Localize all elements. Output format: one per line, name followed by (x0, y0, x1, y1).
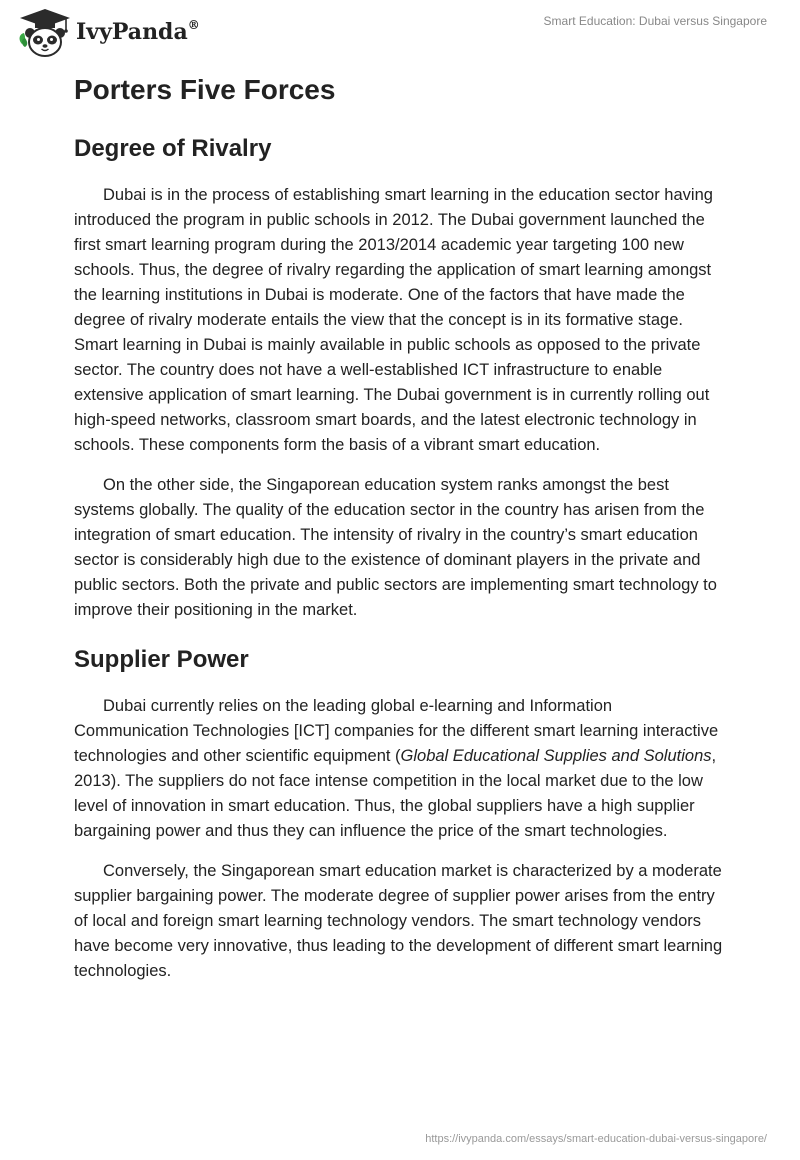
source-url[interactable]: https://ivypanda.com/essays/smart-education-dubai-versus-singapore/ (425, 1133, 767, 1145)
brand-logo[interactable] (16, 8, 200, 58)
section-heading-rivalry: Degree of Rivalry (74, 135, 272, 162)
document-title: Smart Education: Dubai versus Singapore (543, 14, 767, 28)
paragraph: Conversely, the Singaporean smart education market is characterized by a moderate supplier bargaining power. The moderate degree of supplier power arises from the entry of local and foreign smart learning technology vendors. The smart technology vendors have become very innovative, thus leading to the development of different smart learning technologies. (74, 862, 723, 980)
paragraph (74, 694, 728, 844)
paragraph-text: Dubai currently relies on the leading global e-learning and Information Communication Technologies [ICT] companies for the different smart learning interactive technologies and other scientific equipment ( (74, 697, 719, 765)
brand-name (76, 19, 200, 45)
page-header (0, 0, 800, 60)
article-body (74, 70, 728, 984)
paragraph: On the other side, the Singaporean education system ranks amongst the best systems globally. The quality of the education sector in the country has arisen from the integration of smart education. The intensity of rivalry in the country’s smart education sector is considerably high due to the existence of dominant players in the private and public sectors. Both the private and public sectors are implementing smart technology to improve their positioning in the market. (74, 476, 717, 619)
panda-graduate-icon (16, 8, 74, 58)
paragraph: Dubai is in the process of establishing smart learning in the education sector having introduced the program in public schools in 2012. The Dubai government launched the first smart learning program during the 2013/2014 academic year targeting 100 new schools. Thus, the degree of rivalry regarding the application of smart learning amongst the learning institutions in Dubai is moderate. One of the factors that have made the degree of rivalry moderate entails the view that the concept is in its formative stage. Smart learning in Dubai is mainly available in public schools as opposed to the private sector. The country does not have a well-established ICT infrastructure to enable extensive application of smart learning. The Dubai government is in currently rolling out high-speed networks, classroom smart boards, and the latest electronic technology in schools. These components form the basis of a vibrant smart education. (74, 186, 713, 454)
citation-title: Global Educational Supplies and Solutions (400, 747, 712, 765)
registered-mark: ® (187, 17, 200, 32)
paragraph-text: , 2013). The suppliers do not face intense competition in the local market due to the low level of innovation in smart education. Thus, the global suppliers have a high supplier bargaining power and thus they can influence the price of the smart technologies. (74, 747, 717, 840)
brand-name-text: IvyPanda (76, 19, 188, 45)
section-heading-supplier-power: Supplier Power (74, 646, 249, 673)
page-title: Porters Five Forces (74, 74, 336, 105)
